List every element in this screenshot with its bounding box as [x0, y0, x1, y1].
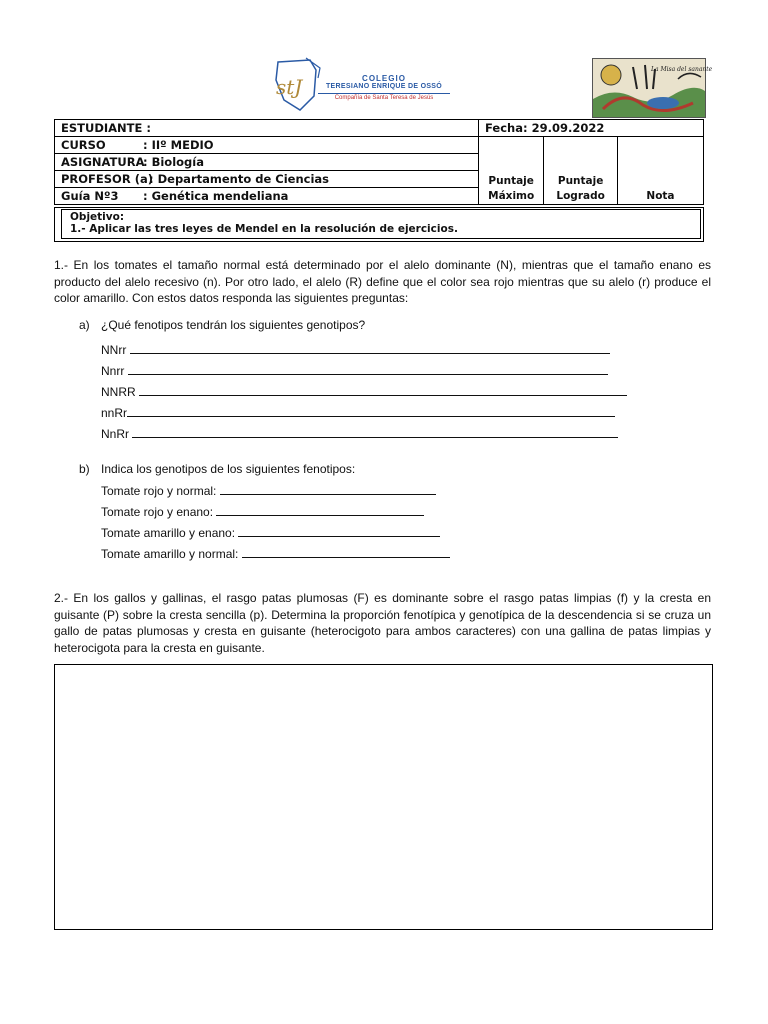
genotype-line[interactable]: nnRr [101, 406, 615, 420]
objective-title: Objetivo: [70, 211, 125, 223]
genotype-line[interactable]: NnRr [101, 427, 618, 441]
q1a-prompt: ¿Qué fenotipos tendrán los siguientes genotipos? [101, 318, 366, 332]
svg-text:La Misa del sanante: La Misa del sanante [651, 66, 713, 73]
logo-line-name: TERESIANO ENRIQUE DE OSSÓ [325, 83, 443, 90]
phenotype-line[interactable]: Tomate rojo y enano: [101, 505, 424, 519]
logo-line-motto: Compañía de Santa Teresa de Jesús [318, 93, 450, 101]
phenotype-line[interactable]: Tomate amarillo y normal: [101, 547, 450, 561]
puntaje-maximo-cell: Puntaje Máximo [479, 137, 544, 205]
q1b-prompt: Indica los genotipos de los siguientes fenotipos: [101, 462, 356, 476]
svg-text:stJ: stJ [276, 75, 303, 99]
answer-box[interactable] [54, 664, 713, 930]
guia-cell: Guía Nº3 : Genética mendeliana [55, 188, 479, 205]
q1a-marker: a) [79, 318, 90, 332]
puntaje-logrado-cell[interactable]: Puntaje Logrado [544, 137, 618, 205]
estudiante-cell[interactable]: ESTUDIANTE : [55, 120, 479, 137]
student-info-table [54, 119, 704, 205]
school-name [318, 74, 450, 101]
fecha-cell: Fecha: 29.09.2022 [479, 120, 704, 137]
genotype-line[interactable]: NNrr [101, 343, 610, 357]
q1b-marker: b) [79, 462, 90, 476]
objective-text: 1.- Aplicar las tres leyes de Mendel en la resolución de ejercicios. [70, 223, 458, 235]
genotype-line[interactable]: NNRR [101, 385, 627, 399]
phenotype-line[interactable]: Tomate rojo y normal: [101, 484, 436, 498]
curso-cell: CURSO : IIº MEDIO [55, 137, 479, 154]
school-logo [270, 56, 325, 112]
phenotype-line[interactable]: Tomate amarillo y enano: [101, 526, 440, 540]
question-2-text: 2.- En los gallos y gallinas, el rasgo patas plumosas (F) es dominante sobre el rasgo patas limpias (f) y la cresta en guisante (P) sobre la cresta sencilla (p). Determina la proporción fenotípica y genotípica de la descendencia si se cruza un gallo de patas plumosas y cresta en guisante (heterocigoto para ambos caracteres) con una gallina de patas limpias y heterocigota para la cresta en guisante. [54, 591, 711, 655]
genotype-line[interactable]: Nnrr [101, 364, 608, 378]
decorative-artwork [592, 58, 713, 118]
profesor-cell: PROFESOR (a): Departamento de Ciencias [55, 171, 479, 188]
objective-box [61, 209, 701, 239]
logo-line-colegio: COLEGIO [362, 74, 406, 83]
nota-cell[interactable]: Nota [617, 137, 703, 205]
asignatura-cell: ASIGNATURA: Biología [55, 154, 479, 171]
question-1-text: 1.- En los tomates el tamaño normal está determinado por el alelo dominante (N), mientras que el tamaño enano es producto del alelo recesivo (n). Por otro lado, el alelo (R) define que el color sea rojo mientras que su alelo (r) produce el color amarillo. Con estos datos responda las siguientes preguntas: [54, 258, 711, 305]
